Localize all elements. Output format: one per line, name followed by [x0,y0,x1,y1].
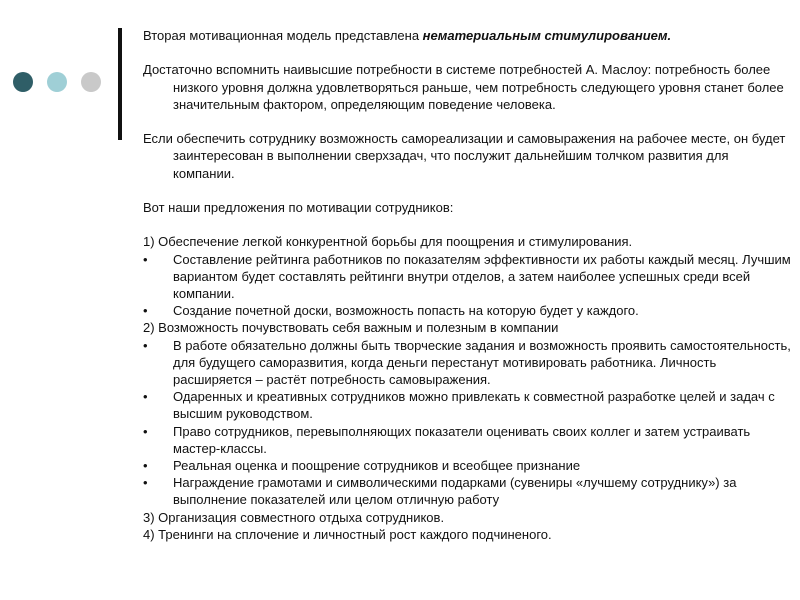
list-item-text: Право сотрудников, перевыполняющих показатели оценивать своих коллег и затем устраивать мастер-классы. [173,423,751,456]
list-item [143,302,793,319]
list-item [143,457,793,474]
list-item [143,474,793,508]
list-item-text: Составление рейтинга работников по показателям эффективности их работы каждый месяц. Лучшим вариантом будет составлять рейтинги внутри отделов, а затем наиболее успешных среди всей компании. [173,251,791,301]
bullet-marker: • [143,475,148,491]
section-heading-1: 1) Обеспечение легкой конкурентной борьбы для поощрения и стимулирования. [143,234,633,250]
proposals-lead: Вот наши предложения по мотивации сотрудников: [143,199,454,215]
list-item-text: Реальная оценка и поощрение сотрудников и всеобщее признание [173,458,581,474]
decorative-dot-gray [81,72,101,92]
list-item-text: Создание почетной доски, возможность попасть на которую будет у каждого. [173,303,639,319]
intro-emphasis: нематериальным стимулированием. [422,28,672,43]
bullet-marker: • [143,303,148,319]
vertical-accent-bar [118,28,122,140]
list-item [143,337,793,389]
decorative-dot-dark [13,72,33,92]
bullet-marker: • [143,389,148,405]
section-heading-4: 4) Тренинги на сплочение и личностный рост каждого подчиненого. [143,526,552,542]
spacer [143,182,793,199]
slide-text-body [143,27,793,543]
self-realization-paragraph: Если обеспечить сотруднику возможность самореализации и самовыражения на рабочее месте, он будет заинтересован в выполнении сверхзадач, что послужит дальнейшим толчком развития для компании. [143,131,786,181]
section-heading-2: 2) Возможность почувствовать себя важным и полезным в компании [143,320,559,336]
list-item-text: Награждение грамотами и символическими подарками (сувениры «лучшему сотруднику») за выполнение показателей или целом отличную работу [173,475,737,508]
bullet-marker: • [143,337,148,353]
decorative-dot-light [47,72,67,92]
spacer [143,216,793,233]
list-item-text: В работе обязательно должны быть творческие задания и возможность проявить самостоятельность, для будущего саморазвития, когда деньги перестанут мотивировать работника. Личность расширяется – растёт потребность самовыражения. [173,337,791,387]
intro-paragraph [143,27,793,44]
bullet-marker: • [143,423,148,439]
list-item [143,423,793,457]
section-heading-3: 3) Организация совместного отдыха сотрудников. [143,509,445,525]
bullet-marker: • [143,458,148,474]
intro-text: Вторая мотивационная модель представлена [143,28,423,43]
list-item-text: Одаренных и креативных сотрудников можно привлекать к совместной разработке целей и задач с высшим руководством. [173,389,775,422]
spacer [143,113,793,130]
maslow-paragraph: Достаточно вспомнить наивысшие потребности в системе потребностей А. Маслоу: потребность более низкого уровня должна удовлетворяться раньше, чем потребность следующего уровня станет более значительным фактором, определяющим поведение человека. [143,62,784,112]
spacer [143,44,793,61]
list-item [143,388,793,422]
list-item [143,251,793,303]
bullet-marker: • [143,251,148,267]
